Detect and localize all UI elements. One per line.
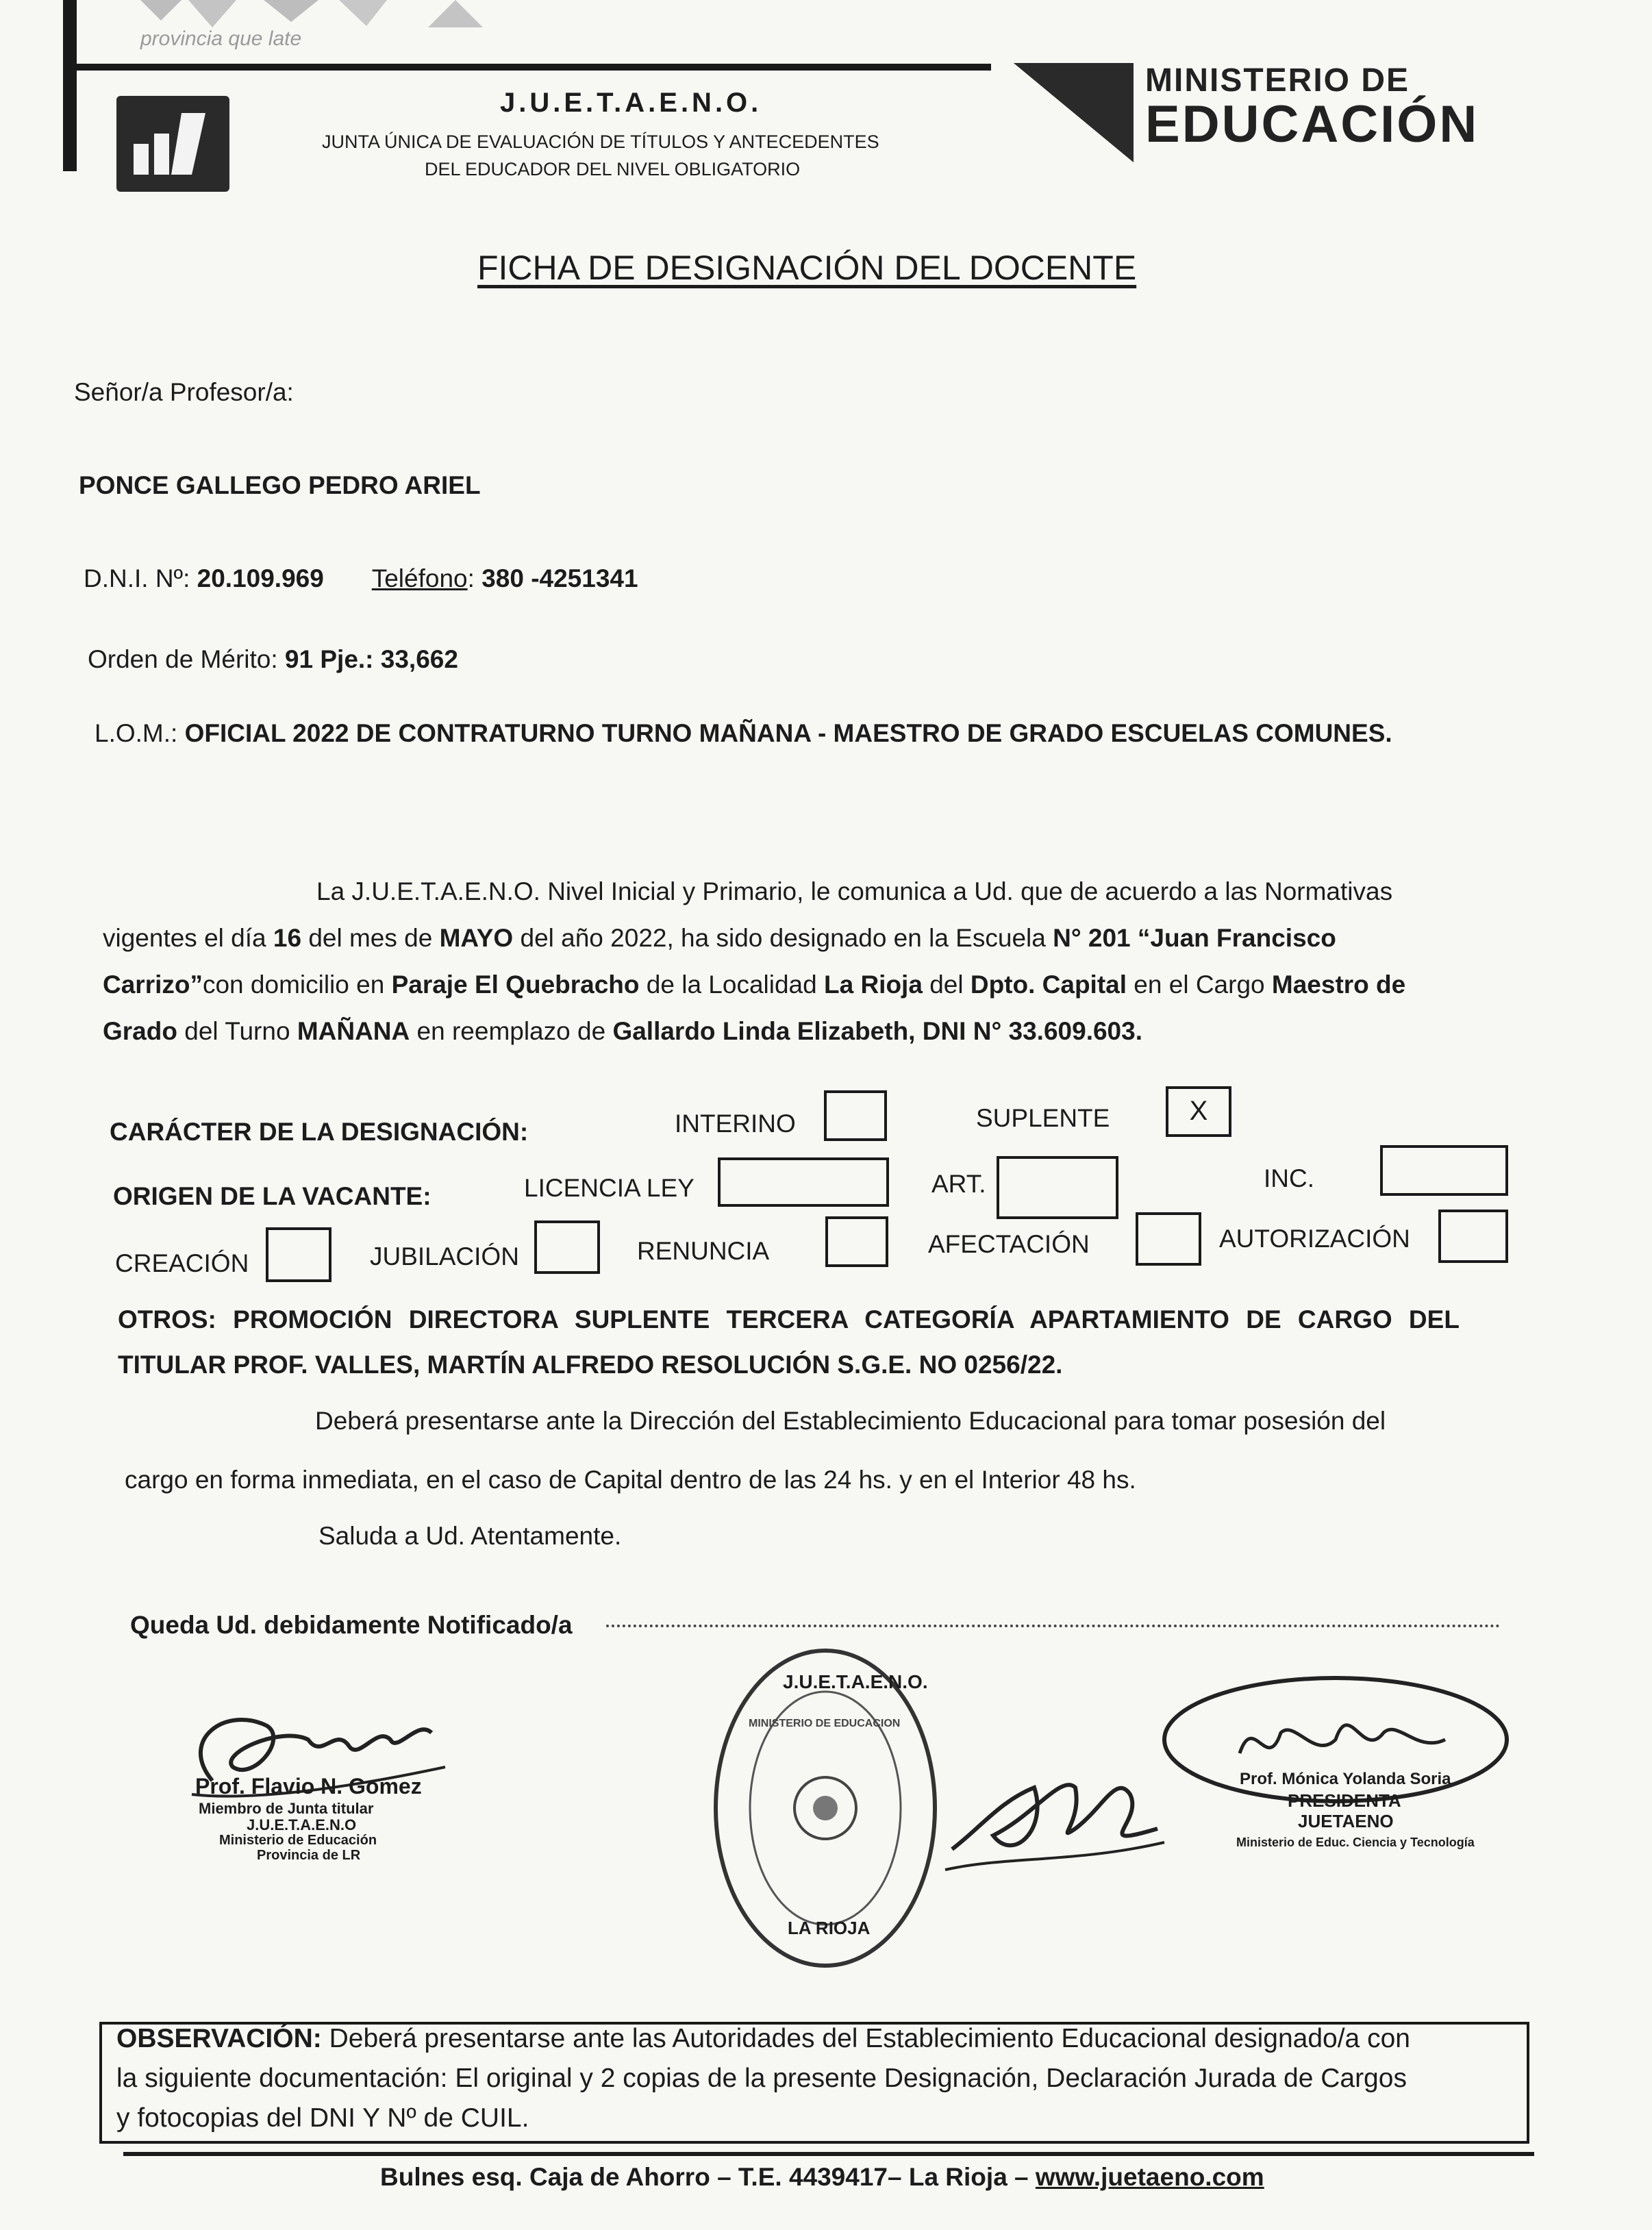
school-name-cont: Carrizo” [103,970,203,999]
score-value: 33,662 [380,645,458,673]
ministry-logo-icon [1014,63,1134,162]
stamp-top-text: J.U.E.T.A.E.N.O. [783,1671,928,1692]
lom-label: L.O.M.: [95,719,178,747]
interino-label: INTERINO [675,1110,796,1138]
dni-row [84,564,638,593]
text: del mes de [301,924,440,952]
dni-value: 20.109.969 [197,564,324,592]
locality: La Rioja [824,970,923,999]
text: vigentes el día [103,924,273,952]
department: Dpto. Capital [970,970,1127,999]
text: en reemplazo de [410,1017,613,1045]
official-stamp [709,1644,942,1972]
paragraph-line3 [103,963,1405,1007]
designation-day: 16 [273,924,302,952]
score-label: Pje.: [320,645,374,673]
art-label: ART. [931,1170,986,1198]
observation-line2: la siguiente documentación: El original y 2 copias de la presente Designación, Declaración Jurada de Cargos [116,2064,1407,2093]
teacher-name: PONCE GALLEGO PEDRO ARIEL [79,471,481,499]
suplente-checkbox[interactable]: X [1166,1086,1231,1137]
left-signer-role3: Ministerio de Educación [219,1833,377,1848]
lom-row [95,719,1392,748]
right-signer-name: Prof. Mónica Yolanda Soria [1240,1770,1451,1788]
stamp-ring-text: MINISTERIO DE EDUCACION [749,1718,901,1729]
paragraph-line4 [103,1010,1142,1053]
designation-month: MAYO [439,924,514,952]
dni-label: D.N.I. Nº: [84,564,190,592]
creacion-checkbox[interactable] [266,1227,331,1282]
ministry-title-line2: EDUCACIÓN [1145,95,1479,153]
merit-value: 91 [284,645,314,673]
lom-value: OFICIAL 2022 DE CONTRATURNO TURNO MAÑANA - MAESTRO DE GRADO ESCUELAS COMUNES. [184,719,1392,747]
observation-label: OBSERVACIÓN: [116,2024,322,2053]
creacion-label: CREACIÓN [115,1249,249,1277]
phone-value: 380 -4251341 [481,564,638,592]
org-name-line2: DEL EDUCADOR DEL NIVEL OBLIGATORIO [425,159,801,179]
inc-label: INC. [1264,1164,1314,1192]
instructions-line2: cargo en forma inmediata, en el caso de Capital dentro de las 24 hs. y en el Interior 48 hs. [125,1466,1136,1494]
text: en el Cargo [1127,970,1272,999]
jubilacion-label: JUBILACIÓN [370,1242,519,1270]
school-address: Paraje El Quebracho [391,970,640,999]
text: del año 2022, ha sido designado en la Escuela [513,924,1053,952]
juetaeno-logo-icon [116,96,229,192]
footer-address: Bulnes esq. Caja de Ahorro – T.E. 4439417– La Rioja – [380,2163,1036,2191]
otros-label: OTROS: [118,1305,216,1333]
otros-line1 [118,1305,1515,1334]
interino-checkbox[interactable] [824,1090,887,1141]
stamp-bottom-text: LA RIOJA [788,1918,871,1938]
ministry-title-line1: MINISTERIO DE [1145,62,1410,99]
notified-label: Queda Ud. debidamente Notificado/a [130,1611,573,1639]
role-cont: Grado [103,1017,177,1045]
shift: MAÑANA [297,1017,410,1045]
instructions-line1: Deberá presentarse ante la Dirección del Establecimiento Educacional para tomar posesión del [315,1407,1386,1435]
observation-text [116,2019,1520,2138]
observation-line3: y fotocopias del DNI Y Nº de CUIL. [116,2103,529,2133]
header-left-rule [63,0,77,171]
right-signer-role2: JUETAENO [1298,1811,1394,1831]
document-title: FICHA DE DESIGNACIÓN DEL DOCENTE [477,249,1137,287]
left-signer-name: Prof. Flavio N. Gomez [195,1774,422,1799]
footer-rule [123,2152,1534,2156]
text: Deberá presentarse ante las Autoridades del Establecimiento Educacional designado/a con [321,2024,1410,2053]
autorizacion-checkbox[interactable] [1438,1210,1508,1263]
caracter-label: CARÁCTER DE LA DESIGNACIÓN: [110,1118,529,1146]
text: del [922,970,971,999]
footer [380,2163,1264,2192]
suplente-label: SUPLENTE [976,1104,1110,1132]
origen-label: ORIGEN DE LA VACANTE: [113,1182,431,1210]
notified-signature-line[interactable] [606,1625,1500,1627]
salutation: Señor/a Profesor/a: [74,378,294,406]
right-signer-role1: PRESIDENTA [1288,1790,1401,1811]
inc-field[interactable] [1380,1145,1508,1196]
otros-line2: TITULAR PROF. VALLES, MARTÍN ALFREDO RESOLUCIÓN S.G.E. NO 0256/22. [118,1351,1063,1379]
text: de la Localidad [639,970,824,999]
paragraph-line2 [103,916,1336,960]
renuncia-checkbox[interactable] [825,1216,888,1267]
replaced-teacher: Gallardo Linda Elizabeth, DNI N° 33.609.603. [612,1017,1142,1045]
art-field[interactable] [997,1156,1118,1219]
phone-colon: : [467,564,475,592]
observation-line1 [116,2019,1520,2059]
org-acronym: J.U.E.T.A.E.N.O. [500,88,762,118]
text: del Turno [177,1017,297,1045]
left-signer-role4: Provincia de LR [257,1848,361,1863]
center-signature-icon [938,1746,1171,1883]
licencia-ley-field[interactable] [718,1157,889,1207]
merit-label: Orden de Mérito: [88,645,278,673]
afectacion-checkbox[interactable] [1136,1212,1201,1266]
autorizacion-label: AUTORIZACIÓN [1219,1225,1410,1253]
afectacion-label: AFECTACIÓN [928,1230,1090,1258]
phone-label: Teléfono [371,564,468,592]
school-name: N° 201 “Juan Francisco [1053,924,1336,952]
header-rule [77,64,991,71]
jubilacion-checkbox[interactable] [534,1220,600,1274]
otros-text1: PROMOCIÓN DIRECTORA SUPLENTE TERCERA CATEGORÍA APARTAMIENTO DE CARGO DEL [233,1305,1460,1333]
right-signer-role3: Ministerio de Educ. Ciencia y Tecnología [1236,1836,1475,1849]
left-signer-role1: Miembro de Junta titular [199,1800,374,1817]
renuncia-label: RENUNCIA [637,1237,770,1265]
left-signer-role2: J.U.E.T.A.E.N.O [247,1816,357,1833]
footer-website-link[interactable]: www.juetaeno.com [1035,2163,1264,2191]
greeting: Saluda a Ud. Atentamente. [318,1522,622,1550]
text: con domicilio en [202,970,392,999]
role: Maestro de [1271,970,1406,999]
licencia-ley-label: LICENCIA LEY [524,1174,694,1202]
paragraph-line1: La J.U.E.T.A.E.N.O. Nivel Inicial y Primario, le comunica a Ud. que de acuerdo a las Normativas [316,877,1393,905]
province-tagline: provincia que late [140,27,302,50]
org-name-line1: JUNTA ÚNICA DE EVALUACIÓN DE TÍTULOS Y ANTECEDENTES [322,131,879,152]
merit-row [88,645,458,674]
